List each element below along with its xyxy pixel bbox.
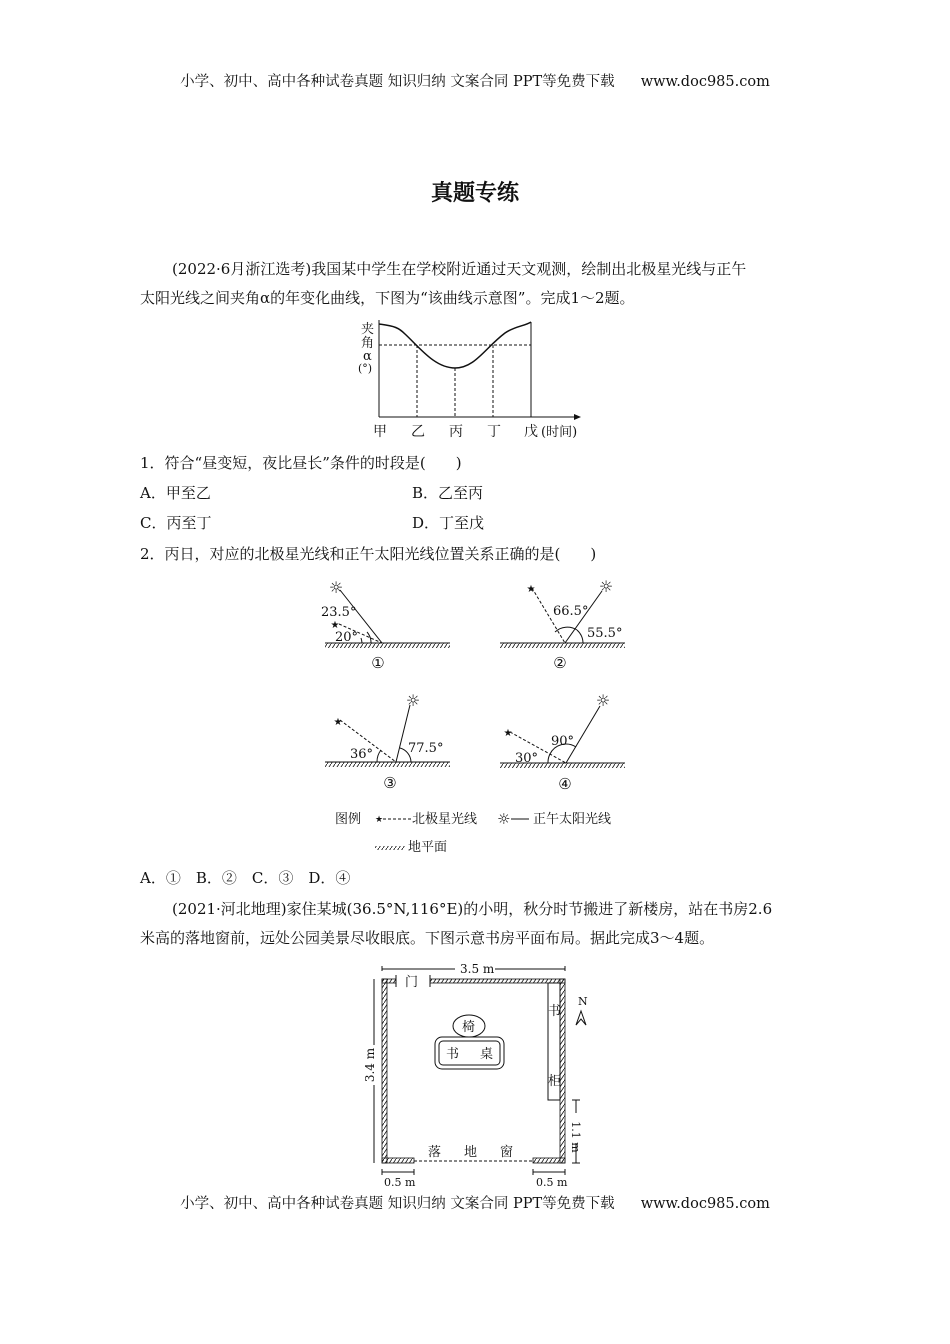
page-title: 真题专练: [430, 180, 519, 206]
page-footer: [0, 1192, 950, 1213]
svg-text:1.1 m: 1.1 m: [569, 1121, 582, 1153]
svg-text:丙: 丙: [449, 424, 463, 440]
svg-text:书: 书: [548, 1004, 562, 1019]
svg-text:正午太阳光线: 正午太阳光线: [533, 812, 612, 827]
study-floor-plan: [360, 955, 600, 1190]
legend: [335, 810, 611, 855]
svg-text:丁: 丁: [487, 424, 501, 440]
svg-text:椅: 椅: [462, 1020, 476, 1035]
svg-text:角: 角: [361, 336, 375, 351]
svg-text:桌: 桌: [480, 1047, 494, 1062]
svg-text:夹: 夹: [361, 322, 375, 337]
svg-text:36°: 36°: [350, 747, 374, 762]
svg-text:书: 书: [446, 1047, 460, 1062]
footer-text: 小学、初中、高中各种试卷真题 知识归纳 文案合同 PPT等免费下载: [180, 1196, 615, 1212]
q1-option-a[interactable]: A．甲至乙: [140, 484, 211, 502]
header-text: 小学、初中、高中各种试卷真题 知识归纳 文案合同 PPT等免费下载: [180, 74, 615, 90]
svg-text:④: ④: [558, 775, 572, 793]
question-1: 1．符合“昼变短，夜比昼长”条件的时段是( ): [140, 454, 462, 472]
svg-text:N: N: [578, 995, 588, 1008]
intro-paragraph-1: (2022·6月浙江选考)我国某中学生在学校附近通过天文观测，绘制出北极星光线与正午: [172, 260, 747, 278]
svg-text:②: ②: [553, 654, 567, 672]
svg-text:☼: ☼: [598, 577, 614, 596]
svg-text:地: 地: [464, 1145, 478, 1160]
svg-text:20°: 20°: [335, 630, 359, 645]
svg-text:3.5 m: 3.5 m: [460, 962, 495, 976]
svg-text:☼: ☼: [497, 810, 511, 828]
svg-text:☼: ☼: [595, 691, 611, 710]
svg-text:北极星光线: 北极星光线: [412, 812, 478, 827]
tick-jia: 甲: [373, 424, 387, 440]
svg-text:☼: ☼: [405, 691, 421, 710]
alpha-curve-chart: [355, 318, 595, 443]
svg-text:0.5 m: 0.5 m: [384, 1176, 416, 1189]
intro-paragraph-2: (2021·河北地理)家住某城(36.5°N,116°E)的小明，秋分时节搬进了新楼房，站在书房2.6: [172, 900, 773, 918]
svg-text:柜: 柜: [548, 1074, 562, 1089]
svg-text:★: ★: [526, 584, 536, 595]
svg-text:乙: 乙: [411, 424, 425, 440]
intro-paragraph-1-cont: 太阳光线之间夹角α的年变化曲线，下图为“该曲线示意图”。完成1～2题。: [140, 289, 635, 307]
svg-text:图例: 图例: [335, 812, 362, 827]
svg-text:23.5°: 23.5°: [321, 605, 357, 620]
north-arrow-icon: [576, 1011, 586, 1025]
question-2: 2．丙日，对应的北极星光线和正午太阳光线位置关系正确的是( ): [140, 545, 597, 563]
svg-text:★: ★: [333, 717, 343, 728]
svg-text:55.5°: 55.5°: [587, 626, 623, 641]
q1-option-b[interactable]: B．乙至丙: [412, 484, 484, 502]
footer-link[interactable]: www.doc985.com: [640, 1196, 770, 1212]
svg-text:77.5°: 77.5°: [408, 741, 444, 756]
svg-text:★: ★: [375, 815, 384, 825]
svg-text:(°): (°): [358, 362, 373, 375]
svg-text:门: 门: [405, 975, 419, 990]
page-header: [0, 70, 950, 91]
svg-text:90°: 90°: [551, 734, 575, 749]
header-link[interactable]: www.doc985.com: [640, 74, 770, 90]
sun-star-diagrams: [315, 572, 645, 862]
svg-text:0.5 m: 0.5 m: [536, 1176, 568, 1189]
svg-text:30°: 30°: [515, 751, 539, 766]
svg-text:α: α: [363, 349, 372, 364]
q1-option-d[interactable]: D．丁至戊: [412, 514, 485, 532]
svg-text:③: ③: [383, 774, 397, 792]
svg-text:☼: ☼: [328, 578, 344, 597]
intro-paragraph-2-cont: 米高的落地窗前，远处公园美景尽收眼底。下图示意书房平面布局。据此完成3～4题。: [140, 929, 715, 947]
svg-text:地平面: 地平面: [408, 840, 448, 855]
q1-option-c[interactable]: C．丙至丁: [140, 514, 212, 532]
svg-text:落: 落: [428, 1145, 442, 1160]
q2-options[interactable]: A．① B．② C．③ D．④: [140, 869, 351, 887]
svg-text:3.4 m: 3.4 m: [363, 1047, 377, 1083]
svg-text:(时间): (时间): [541, 425, 578, 440]
svg-text:66.5°: 66.5°: [553, 604, 589, 619]
svg-text:★: ★: [503, 728, 513, 739]
star-icon: [331, 584, 536, 739]
svg-text:★: ★: [330, 620, 340, 631]
svg-text:窗: 窗: [500, 1145, 514, 1160]
svg-text:戊: 戊: [524, 424, 538, 440]
svg-text:①: ①: [371, 654, 385, 672]
